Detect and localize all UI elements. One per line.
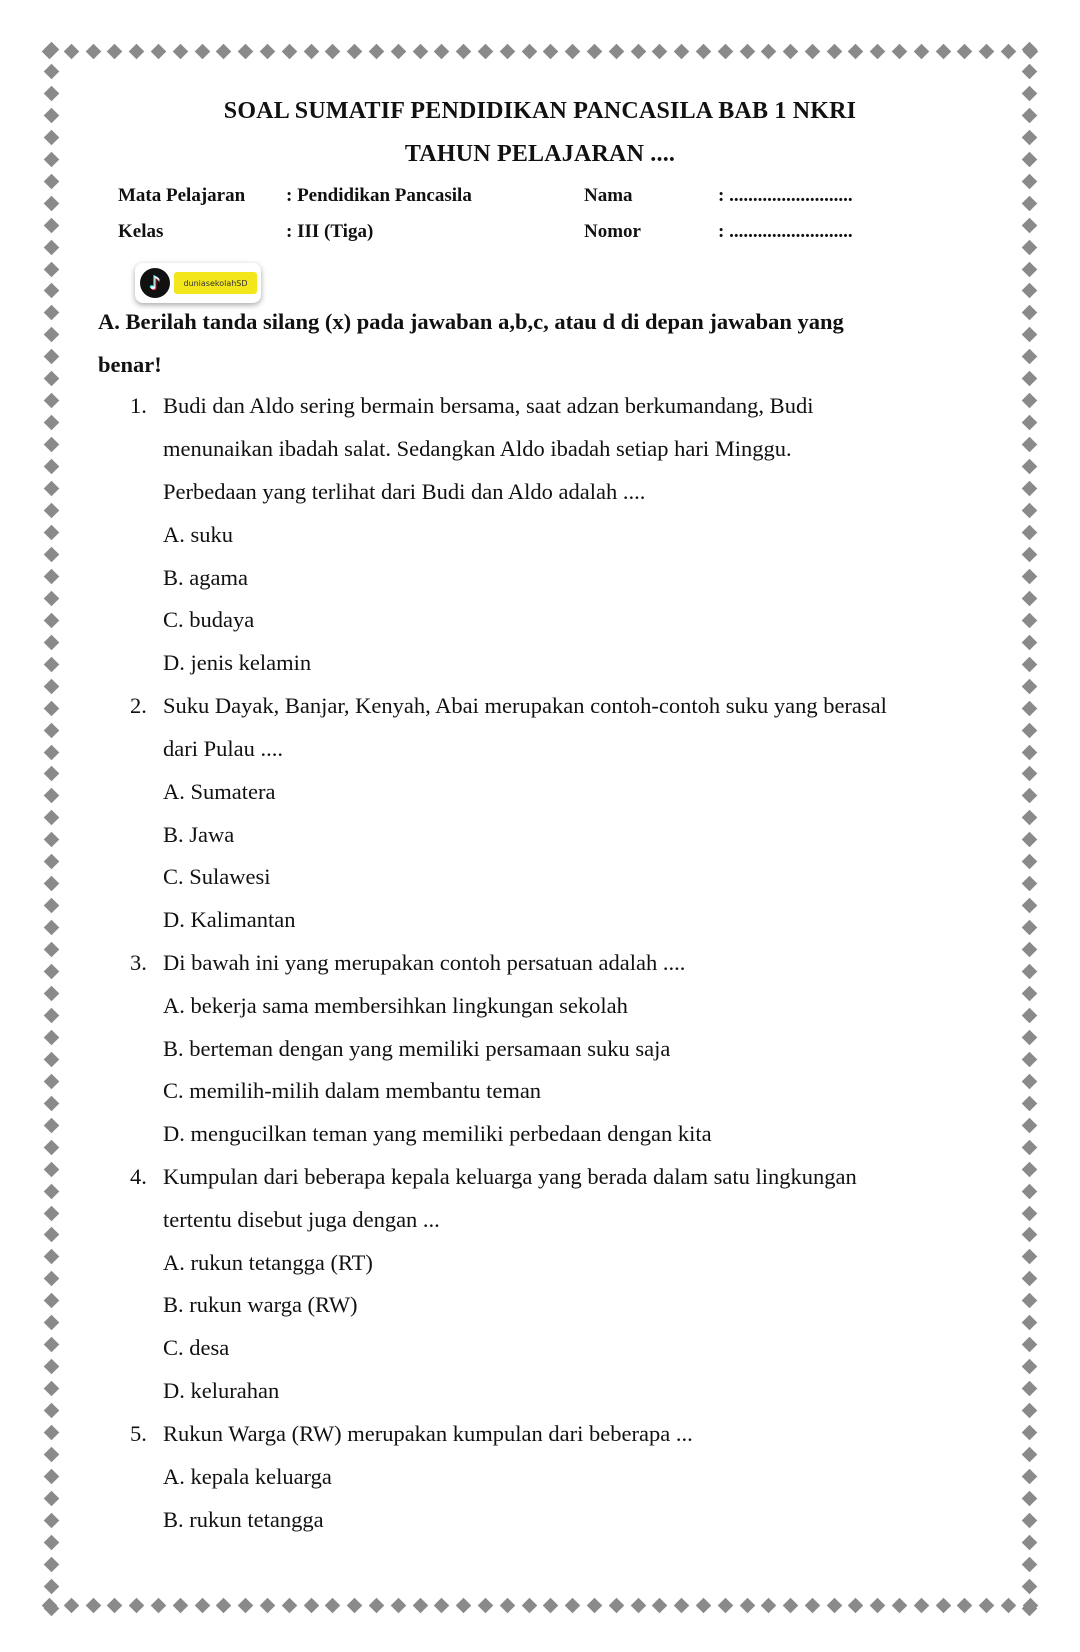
border-diamond (892, 1597, 908, 1613)
border-diamond (216, 43, 232, 59)
border-diamond (43, 547, 59, 563)
tiktok-badge[interactable] (135, 263, 261, 303)
border-diamond (43, 964, 59, 980)
name-value: : .......................... (718, 185, 853, 206)
border-diamond (1021, 1249, 1037, 1265)
border-diamond (1021, 591, 1037, 607)
border-diamond (608, 43, 624, 59)
border-diamond (1021, 547, 1037, 563)
border-diamond (1021, 1052, 1037, 1068)
border-diamond (1021, 1359, 1037, 1375)
question-text: Di bawah ini yang merupakan contoh persatuan adalah .... (163, 950, 686, 975)
border-right (1018, 44, 1040, 1614)
border-diamond (390, 1597, 406, 1613)
border-diamond (1021, 503, 1037, 519)
border-diamond (369, 43, 385, 59)
border-diamond (43, 832, 59, 848)
answer-option: A. Sumatera (163, 779, 276, 804)
border-diamond (1021, 173, 1037, 189)
answer-option: B. agama (163, 565, 248, 590)
border-diamond (43, 1359, 59, 1375)
border-diamond (1021, 1469, 1037, 1485)
border-diamond (43, 1381, 59, 1397)
border-diamond (1021, 415, 1037, 431)
border-diamond (43, 656, 59, 672)
border-diamond (43, 1030, 59, 1046)
number-label: Nomor (584, 221, 641, 242)
border-diamond (151, 43, 167, 59)
border-diamond (1021, 744, 1037, 760)
border-diamond (587, 1597, 603, 1613)
border-diamond (1021, 1403, 1037, 1419)
border-diamond (761, 1597, 777, 1613)
number-value: : .......................... (718, 221, 853, 242)
border-diamond (43, 1513, 59, 1529)
answer-option: A. bekerja sama membersihkan lingkungan sekolah (163, 993, 628, 1018)
border-diamond (1021, 832, 1037, 848)
border-diamond (238, 43, 254, 59)
border-diamond (43, 1578, 59, 1594)
border-diamond (1021, 349, 1037, 365)
border-diamond (43, 1227, 59, 1243)
border-diamond (43, 700, 59, 716)
border-diamond (43, 42, 59, 58)
tiktok-handle: duniasekolahSD (174, 272, 257, 294)
border-diamond (325, 1597, 341, 1613)
border-diamond (935, 43, 951, 59)
border-diamond (43, 525, 59, 541)
border-diamond (303, 43, 319, 59)
border-diamond (587, 43, 603, 59)
border-diamond (979, 1597, 995, 1613)
answer-option: C. Sulawesi (163, 864, 271, 889)
border-diamond (739, 1597, 755, 1613)
border-diamond (1021, 1095, 1037, 1111)
border-diamond (761, 43, 777, 59)
name-label: Nama (584, 185, 633, 206)
border-diamond (521, 43, 537, 59)
border-diamond (43, 854, 59, 870)
answer-option: D. mengucilkan teman yang memiliki perbedaan dengan kita (163, 1121, 712, 1146)
border-diamond (739, 43, 755, 59)
border-diamond (43, 1315, 59, 1331)
border-diamond (43, 1556, 59, 1572)
border-diamond (1021, 261, 1037, 277)
border-diamond (43, 415, 59, 431)
page-title: SOAL SUMATIF PENDIDIKAN PANCASILA BAB 1 NKRI (223, 98, 857, 124)
border-diamond (1021, 64, 1037, 80)
border-diamond (630, 1597, 646, 1613)
border-diamond (1021, 876, 1037, 892)
border-diamond (43, 459, 59, 475)
question-text: menunaikan ibadah salat. Sedangkan Aldo ibadah setiap hari Minggu. (163, 436, 792, 461)
border-diamond (1021, 437, 1037, 453)
border-diamond (1021, 239, 1037, 255)
border-diamond (1021, 986, 1037, 1002)
border-diamond (848, 43, 864, 59)
border-diamond (43, 503, 59, 519)
border-diamond (107, 1597, 123, 1613)
border-diamond (43, 371, 59, 387)
border-diamond (43, 1052, 59, 1068)
border-diamond (696, 1597, 712, 1613)
border-diamond (1021, 525, 1037, 541)
border-diamond (652, 43, 668, 59)
border-diamond (43, 1469, 59, 1485)
border-diamond (499, 43, 515, 59)
border-diamond (303, 1597, 319, 1613)
class-label: Kelas (118, 221, 164, 242)
border-diamond (1021, 766, 1037, 782)
answer-option: A. suku (163, 522, 234, 547)
answer-option: A. rukun tetangga (RT) (163, 1250, 373, 1275)
answer-option: D. Kalimantan (163, 907, 296, 932)
border-diamond (1021, 1293, 1037, 1309)
border-diamond (1021, 1600, 1037, 1616)
border-diamond (43, 1205, 59, 1221)
border-diamond (674, 43, 690, 59)
border-diamond (85, 1597, 101, 1613)
instruction-line-2: benar! (98, 352, 162, 377)
border-diamond (1021, 920, 1037, 936)
question-number: 5. (130, 1421, 147, 1446)
question-text: Kumpulan dari beberapa kepala keluarga yang berada dalam satu lingkungan (163, 1164, 857, 1189)
border-diamond (43, 1535, 59, 1551)
border-diamond (43, 569, 59, 585)
border-diamond (1021, 656, 1037, 672)
border-diamond (1021, 634, 1037, 650)
border-diamond (43, 1293, 59, 1309)
border-diamond (43, 239, 59, 255)
border-diamond (1021, 964, 1037, 980)
border-diamond (1021, 1556, 1037, 1572)
border-diamond (826, 43, 842, 59)
border-diamond (412, 1597, 428, 1613)
border-diamond (43, 788, 59, 804)
border-diamond (1021, 1425, 1037, 1441)
border-diamond (43, 920, 59, 936)
answer-option: C. desa (163, 1335, 230, 1360)
border-diamond (347, 1597, 363, 1613)
border-diamond (783, 43, 799, 59)
border-diamond (1021, 1030, 1037, 1046)
border-diamond (1021, 1513, 1037, 1529)
border-diamond (1021, 1183, 1037, 1199)
border-diamond (107, 43, 123, 59)
border-diamond (173, 43, 189, 59)
border-diamond (43, 898, 59, 914)
border-diamond (979, 43, 995, 59)
border-diamond (347, 43, 363, 59)
border-diamond (1021, 1008, 1037, 1024)
border-diamond (914, 1597, 930, 1613)
answer-option: D. jenis kelamin (163, 650, 312, 675)
answer-option: C. memilih-milih dalam membantu teman (163, 1078, 542, 1103)
border-bottom (44, 1594, 1036, 1616)
border-diamond (935, 1597, 951, 1613)
border-diamond (260, 1597, 276, 1613)
question-number: 4. (130, 1164, 147, 1189)
answer-option: B. Jawa (163, 822, 235, 847)
border-diamond (848, 1597, 864, 1613)
border-diamond (1021, 1578, 1037, 1594)
class-value: : III (Tiga) (286, 221, 374, 242)
border-diamond (43, 810, 59, 826)
border-diamond (43, 1271, 59, 1287)
border-diamond (216, 1597, 232, 1613)
border-diamond (1021, 393, 1037, 409)
border-diamond (1021, 700, 1037, 716)
border-diamond (1021, 305, 1037, 321)
border-diamond (1021, 613, 1037, 629)
border-diamond (43, 613, 59, 629)
border-diamond (870, 43, 886, 59)
border-diamond (543, 43, 559, 59)
border-diamond (43, 678, 59, 694)
border-diamond (957, 1597, 973, 1613)
border-diamond (870, 1597, 886, 1613)
border-diamond (43, 1139, 59, 1155)
border-diamond (1021, 1139, 1037, 1155)
border-diamond (390, 43, 406, 59)
border-diamond (674, 1597, 690, 1613)
border-diamond (151, 1597, 167, 1613)
border-diamond (1021, 1074, 1037, 1090)
answer-option: A. kepala keluarga (163, 1464, 332, 1489)
border-diamond (805, 1597, 821, 1613)
border-diamond (1021, 327, 1037, 343)
border-diamond (1021, 1535, 1037, 1551)
border-diamond (43, 1337, 59, 1353)
border-diamond (717, 43, 733, 59)
border-diamond (499, 1597, 515, 1613)
border-diamond (565, 43, 581, 59)
border-diamond (43, 1161, 59, 1177)
border-diamond (43, 942, 59, 958)
border-diamond (914, 43, 930, 59)
border-diamond (1021, 283, 1037, 299)
border-diamond (717, 1597, 733, 1613)
tiktok-icon: ♪ (140, 268, 170, 298)
answer-option: C. budaya (163, 607, 255, 632)
border-diamond (478, 43, 494, 59)
border-diamond (1021, 1315, 1037, 1331)
border-diamond (1021, 1271, 1037, 1287)
border-diamond (434, 43, 450, 59)
border-diamond (1021, 459, 1037, 475)
border-diamond (434, 1597, 450, 1613)
border-diamond (43, 393, 59, 409)
border-diamond (456, 43, 472, 59)
question-number: 1. (130, 393, 147, 418)
border-diamond (1021, 1491, 1037, 1507)
border-diamond (892, 43, 908, 59)
border-diamond (43, 1249, 59, 1265)
border-diamond (43, 1491, 59, 1507)
border-diamond (805, 43, 821, 59)
border-diamond (456, 1597, 472, 1613)
border-diamond (521, 1597, 537, 1613)
border-diamond (608, 1597, 624, 1613)
border-diamond (43, 876, 59, 892)
border-diamond (43, 986, 59, 1002)
border-diamond (1021, 217, 1037, 233)
answer-option: B. rukun warga (RW) (163, 1292, 358, 1317)
border-diamond (194, 1597, 210, 1613)
border-diamond (129, 43, 145, 59)
border-diamond (43, 173, 59, 189)
border-diamond (43, 64, 59, 80)
instruction-line-1: A. Berilah tanda silang (x) pada jawaban a,b,c, atau d di depan jawaban yang (98, 309, 844, 334)
border-diamond (43, 1183, 59, 1199)
border-diamond (1021, 1227, 1037, 1243)
subject-value: : Pendidikan Pancasila (286, 185, 472, 206)
border-diamond (1021, 942, 1037, 958)
border-diamond (238, 1597, 254, 1613)
border-diamond (1021, 42, 1037, 58)
border-diamond (1021, 1117, 1037, 1133)
border-diamond (43, 217, 59, 233)
border-diamond (1021, 788, 1037, 804)
border-diamond (630, 43, 646, 59)
border-diamond (43, 195, 59, 211)
border-diamond (43, 437, 59, 453)
border-diamond (64, 1597, 80, 1613)
border-diamond (43, 481, 59, 497)
question-number: 3. (130, 950, 147, 975)
border-diamond (194, 43, 210, 59)
border-diamond (43, 349, 59, 365)
border-diamond (43, 1447, 59, 1463)
border-diamond (1021, 678, 1037, 694)
border-left (40, 44, 62, 1614)
border-diamond (957, 43, 973, 59)
border-diamond (1021, 1161, 1037, 1177)
border-diamond (173, 1597, 189, 1613)
border-diamond (43, 283, 59, 299)
border-diamond (1021, 1205, 1037, 1221)
border-diamond (1021, 1337, 1037, 1353)
border-diamond (478, 1597, 494, 1613)
border-diamond (43, 1117, 59, 1133)
question-text: Budi dan Aldo sering bermain bersama, saat adzan berkumandang, Budi (163, 393, 814, 418)
border-diamond (64, 43, 80, 59)
border-diamond (1021, 569, 1037, 585)
border-diamond (1021, 481, 1037, 497)
border-diamond (826, 1597, 842, 1613)
border-diamond (43, 766, 59, 782)
border-diamond (260, 43, 276, 59)
border-diamond (652, 1597, 668, 1613)
border-diamond (1021, 1381, 1037, 1397)
border-diamond (43, 1074, 59, 1090)
answer-option: B. berteman dengan yang memiliki persamaan suku saja (163, 1036, 671, 1061)
border-diamond (43, 327, 59, 343)
border-diamond (43, 1008, 59, 1024)
border-diamond (85, 43, 101, 59)
border-diamond (281, 1597, 297, 1613)
border-diamond (1021, 722, 1037, 738)
border-diamond (43, 744, 59, 760)
border-diamond (412, 43, 428, 59)
border-diamond (43, 305, 59, 321)
border-diamond (1001, 1597, 1017, 1613)
border-diamond (1001, 43, 1017, 59)
question-text: tertentu disebut juga dengan ... (163, 1207, 440, 1232)
question-number: 2. (130, 693, 147, 718)
border-diamond (1021, 1447, 1037, 1463)
border-diamond (43, 1425, 59, 1441)
subject-label: Mata Pelajaran (118, 185, 246, 206)
border-top (44, 40, 1036, 62)
border-diamond (543, 1597, 559, 1613)
section-instruction (98, 300, 958, 386)
border-diamond (129, 1597, 145, 1613)
border-diamond (1021, 195, 1037, 211)
answer-option: B. rukun tetangga (163, 1507, 324, 1532)
border-diamond (43, 1403, 59, 1419)
border-diamond (565, 1597, 581, 1613)
border-diamond (1021, 371, 1037, 387)
border-diamond (783, 1597, 799, 1613)
question-text: Perbedaan yang terlihat dari Budi dan Aldo adalah .... (163, 479, 646, 504)
border-diamond (1021, 854, 1037, 870)
question-text: Suku Dayak, Banjar, Kenyah, Abai merupakan contoh-contoh suku yang berasal (163, 693, 887, 718)
border-diamond (1021, 810, 1037, 826)
border-diamond (43, 1095, 59, 1111)
question-text: dari Pulau .... (163, 736, 283, 761)
border-diamond (43, 261, 59, 277)
border-diamond (696, 43, 712, 59)
border-diamond (43, 634, 59, 650)
page-subtitle: TAHUN PELAJARAN .... (404, 141, 676, 167)
border-diamond (325, 43, 341, 59)
border-diamond (369, 1597, 385, 1613)
border-diamond (1021, 898, 1037, 914)
answer-option: D. kelurahan (163, 1378, 280, 1403)
border-diamond (281, 43, 297, 59)
border-diamond (43, 591, 59, 607)
question-text: Rukun Warga (RW) merupakan kumpulan dari beberapa ... (163, 1421, 693, 1446)
border-diamond (43, 722, 59, 738)
border-diamond (43, 1600, 59, 1616)
